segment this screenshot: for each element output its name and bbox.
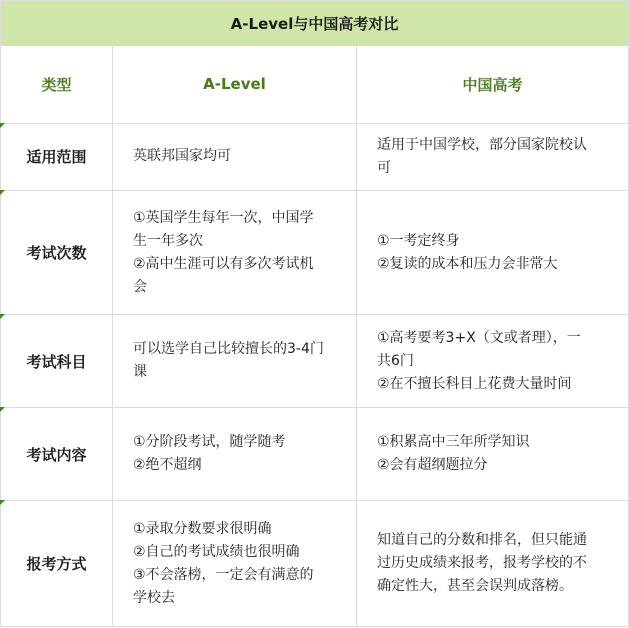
table-row <box>1 407 629 500</box>
row-label: 报考方式 <box>1 501 113 627</box>
cell-line: 可 <box>377 159 391 176</box>
header-a-level: A-Level <box>113 46 357 123</box>
corner-mark-icon <box>0 500 5 505</box>
table-row <box>1 123 629 190</box>
table-row <box>1 501 629 627</box>
row-label: 考试科目 <box>1 315 113 407</box>
cell-line: ①高考要考3+X（文或者理），一 <box>377 329 581 346</box>
cell-line: 共6门 <box>377 352 414 369</box>
header-type: 类型 <box>1 46 113 123</box>
cell-line: 会 <box>133 278 147 295</box>
cell-line: 可以选学自己比较擅长的3-4门 <box>133 341 324 358</box>
cell-line: ①分阶段考试，随学随考 <box>133 434 286 451</box>
cell-line: 英联邦国家均可 <box>133 148 231 165</box>
row-label: 适用范围 <box>1 123 113 190</box>
cell-line: 生一年多次 <box>133 232 203 249</box>
cell-line: ①一考定终身 <box>377 232 460 249</box>
table-title: A-Level与中国高考对比 <box>1 1 629 46</box>
cell-line: ②在不擅长科目上花费大量时间 <box>377 375 572 392</box>
a-level-cell <box>113 123 357 190</box>
corner-mark-icon <box>0 314 5 319</box>
gaokao-cell <box>357 123 629 190</box>
cell-line: 课 <box>133 364 147 381</box>
table-row <box>1 190 629 315</box>
cell-line: ③不会落榜，一定会有满意的 <box>133 566 314 583</box>
header-gaokao: 中国高考 <box>357 46 629 123</box>
cell-line: ②绝不超纲 <box>133 457 202 474</box>
header-row <box>1 46 629 123</box>
corner-mark-icon <box>0 407 5 412</box>
cell-line: ②会有超纲题拉分 <box>377 457 488 474</box>
a-level-cell <box>113 407 357 500</box>
cell-line: 确定性大，甚至会误判成落榜。 <box>377 578 573 595</box>
table-row <box>1 315 629 407</box>
cell-line: ②自己的考试成绩也很明确 <box>133 543 300 560</box>
cell-line: ①英国学生每年一次，中国学 <box>133 209 314 226</box>
cell-line: 学校去 <box>133 589 175 606</box>
cell-line: ①录取分数要求很明确 <box>133 520 272 537</box>
a-level-cell <box>113 501 357 627</box>
cell-line: ①积累高中三年所学知识 <box>377 434 530 451</box>
gaokao-cell <box>357 501 629 627</box>
gaokao-cell <box>357 315 629 407</box>
a-level-cell <box>113 315 357 407</box>
gaokao-cell <box>357 190 629 315</box>
cell-line: ②高中生涯可以有多次考试机 <box>133 255 314 272</box>
cell-line: 过历史成绩来报考，报考学校的不 <box>377 555 587 572</box>
cell-line: 适用于中国学校，部分国家院校认 <box>377 136 587 153</box>
gaokao-cell <box>357 407 629 500</box>
corner-mark-icon <box>0 190 5 195</box>
cell-line: 知道自己的分数和排名，但只能通 <box>377 532 587 549</box>
row-label: 考试内容 <box>1 407 113 500</box>
cell-line: ②复读的成本和压力会非常大 <box>377 255 558 272</box>
row-label: 考试次数 <box>1 190 113 315</box>
a-level-cell <box>113 190 357 315</box>
corner-mark-icon <box>0 123 5 128</box>
title-row <box>1 1 629 46</box>
